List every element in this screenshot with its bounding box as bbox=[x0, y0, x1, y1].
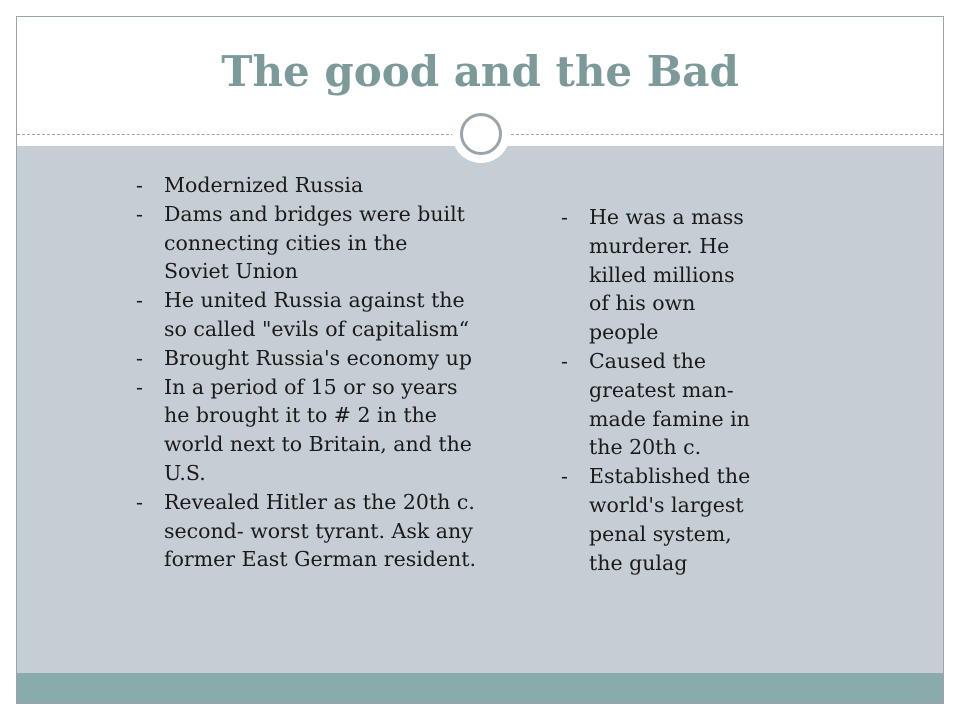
dash-bullet-icon: - bbox=[561, 464, 568, 489]
right-list-item bbox=[561, 203, 761, 347]
left-item-text: He united Russia against the so called "evils of capitalism“ bbox=[164, 288, 470, 341]
left-list-item bbox=[136, 373, 476, 488]
left-bullet-list bbox=[136, 171, 476, 574]
dash-bullet-icon: - bbox=[561, 348, 568, 373]
dash-bullet-icon: - bbox=[136, 288, 143, 313]
footer-bar bbox=[17, 673, 943, 703]
right-item-text: Caused the greatest man-made famine in the 20th c. bbox=[589, 348, 750, 460]
dash-bullet-icon: - bbox=[136, 201, 143, 226]
left-item-text: Dams and bridges were built connecting cities in the Soviet Union bbox=[164, 201, 465, 284]
right-item-text: He was a mass murderer. He killed millions of his own people bbox=[589, 205, 744, 345]
left-item-text: In a period of 15 or so years he brought it to # 2 in the world next to Britain, and the U.S. bbox=[164, 374, 472, 485]
dash-bullet-icon: - bbox=[136, 374, 143, 399]
dash-bullet-icon: - bbox=[136, 489, 143, 514]
slide-frame bbox=[16, 16, 944, 704]
left-list-item bbox=[136, 286, 476, 344]
right-bullet-list bbox=[561, 203, 761, 577]
left-item-text: Brought Russia's economy up bbox=[164, 345, 472, 370]
left-list-item bbox=[136, 488, 476, 574]
right-item-text: Established the world's largest penal system, the gulag bbox=[589, 464, 751, 575]
slide-title: The good and the Bad bbox=[221, 47, 739, 96]
left-item-text: Modernized Russia bbox=[164, 173, 364, 197]
dash-bullet-icon: - bbox=[136, 345, 143, 370]
left-list-item bbox=[136, 200, 476, 286]
right-list-item bbox=[561, 462, 761, 577]
circle-ornament-icon bbox=[460, 113, 502, 155]
right-list-item bbox=[561, 347, 761, 462]
dash-bullet-icon: - bbox=[136, 173, 143, 197]
left-list-item bbox=[136, 171, 476, 200]
left-item-text: Revealed Hitler as the 20th c. second- worst tyrant. Ask any former East German resident. bbox=[164, 489, 476, 572]
left-list-item bbox=[136, 344, 476, 373]
dash-bullet-icon: - bbox=[561, 205, 568, 229]
